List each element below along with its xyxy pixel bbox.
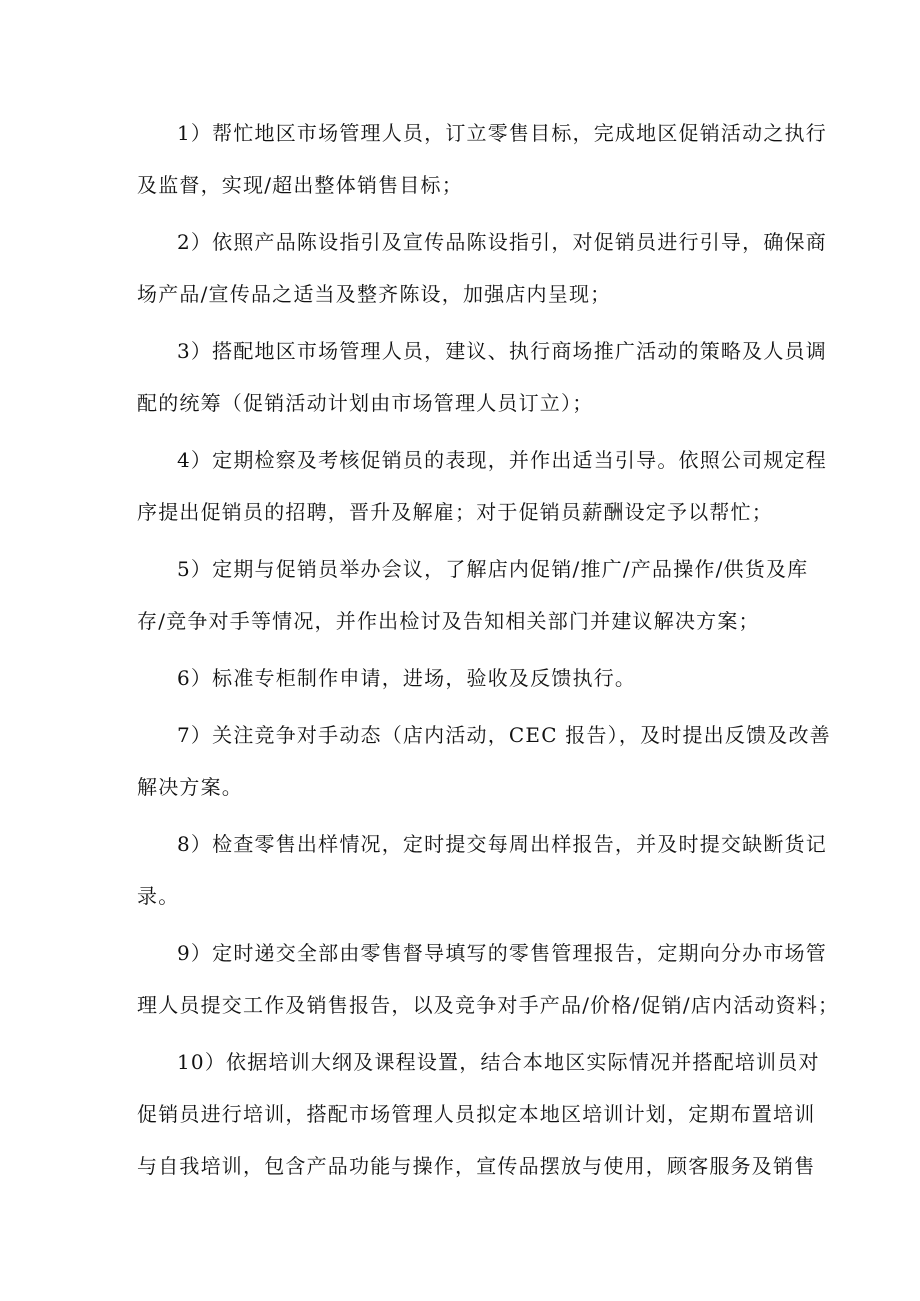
paragraph-line: 6）标准专柜制作申请，进场，验收及反馈执行。 [177,666,637,690]
paragraph-line: 促销员进行培训，搭配市场管理人员拟定本地区培训计划，定期布置培训 [137,1102,816,1126]
paragraph-2 [137,216,827,320]
paragraph-line: 1）帮忙地区市场管理人员，订立零售目标，完成地区促销活动之执行 [177,121,827,145]
paragraph-3 [137,325,827,429]
paragraph-line: 9）定时递交全部由零售督导填写的零售管理报告，定期向分办市场管 [177,941,827,965]
paragraph-line: 8）检查零售出样情况，定时提交每周出样报告，并及时提交缺断货记 [177,832,827,856]
paragraph-line: 与自我培训，包含产品功能与操作，宣传品摆放与使用，顾客服务及销售 [137,1154,816,1178]
paragraph-7 [137,709,831,813]
paragraph-4 [137,434,827,538]
paragraph-line: 2）依照产品陈设指引及宣传品陈设指引，对促销员进行引导，确保商 [177,230,827,254]
paragraph-line: 7）关注竞争对手动态（店内活动，CEC 报告），及时提出反馈及改善 [177,723,831,747]
paragraph-line: 及监督，实现/超出整体销售目标； [137,173,463,197]
paragraph-8 [137,818,827,922]
paragraph-line: 场产品/宣传品之适当及整齐陈设，加强店内呈现； [137,282,612,306]
paragraph-line: 录。 [137,884,180,908]
paragraph-line: 解决方案。 [137,775,243,799]
paragraph-line: 4）定期检察及考核促销员的表现，并作出适当引导。依照公司规定程 [177,448,827,472]
paragraph-9 [137,927,840,1031]
paragraph-line: 5）定期与促销员举办会议，了解店内促销/推广/产品操作/供货及库 [177,557,809,581]
paragraph-5 [137,543,809,647]
paragraph-10 [137,1036,820,1192]
paragraph-line: 10）依据培训大纲及课程设置，结合本地区实际情况并搭配培训员对 [177,1050,820,1074]
paragraph-line: 配的统筹（促销活动计划由市场管理人员订立）； [137,391,594,415]
paragraph-line: 序提出促销员的招聘，晋升及解雇；对于促销员薪酬设定予以帮忙； [137,500,773,524]
paragraph-1 [137,107,827,211]
paragraph-line: 存/竞争对手等情况，并作出检讨及告知相关部门并建议解决方案； [137,609,760,633]
paragraph-line: 理人员提交工作及销售报告，以及竞争对手产品/价格/促销/店内活动资料； [137,993,840,1017]
paragraph-6 [137,652,797,704]
paragraph-line: 3）搭配地区市场管理人员，建议、执行商场推广活动的策略及人员调 [177,339,827,363]
